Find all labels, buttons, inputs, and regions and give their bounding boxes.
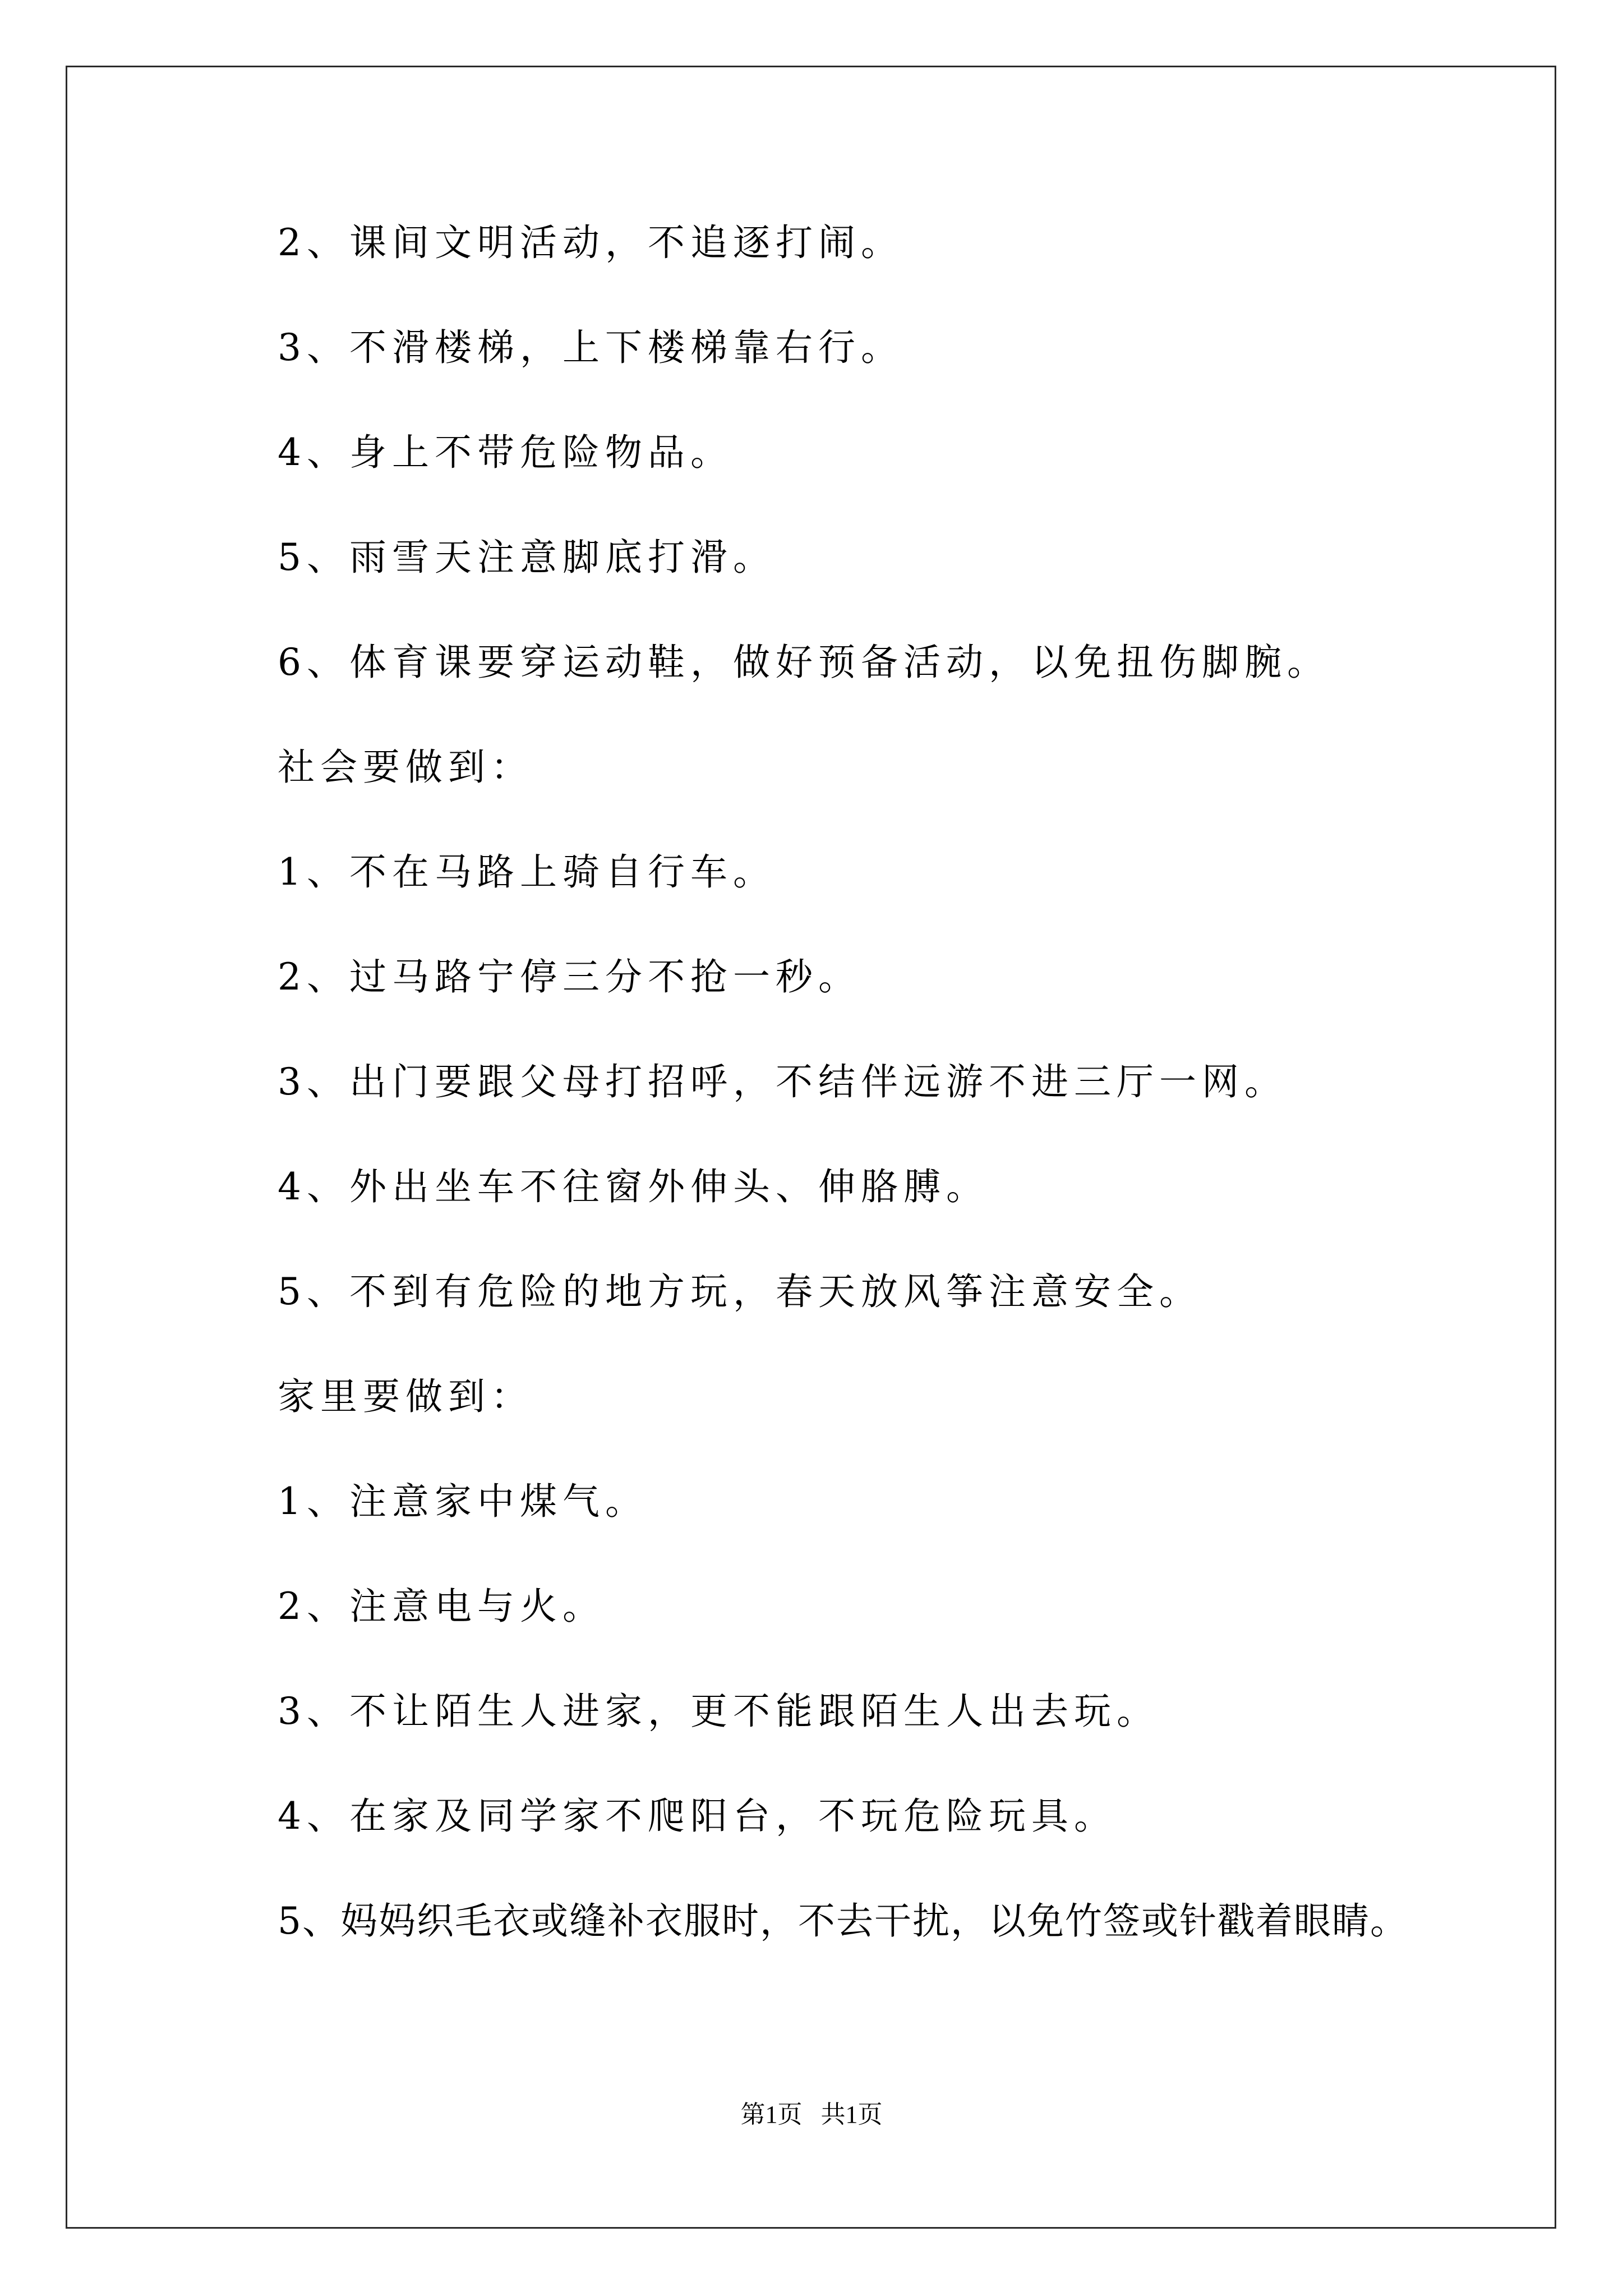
- text-line: 3、不让陌生人进家，更不能跟陌生人出去玩。: [278, 1690, 1159, 1733]
- text-line: 3、出门要跟父母打招呼，不结伴远游不进三厅一网。: [278, 1060, 1287, 1103]
- text-line: 1、不在马路上骑自行车。: [278, 850, 776, 894]
- page-number: 第1页 共1页: [740, 2101, 883, 2128]
- text-line: 1、注意家中煤气。: [278, 1480, 648, 1523]
- text-line: 5、不到有危险的地方玩，春天放风筝注意安全。: [278, 1270, 1202, 1313]
- text-line: 2、注意电与火。: [278, 1585, 605, 1628]
- text-line: 2、课间文明活动，不追逐打闹。: [278, 221, 903, 264]
- text-line: 5、妈妈织毛衣或缝补衣服时，不去干扰，以免竹签或针戳着眼睛。: [278, 1899, 1408, 1943]
- text-line: 2、过马路宁停三分不抢一秒。: [278, 955, 861, 999]
- text-line: 4、在家及同学家不爬阳台，不玩危险玩具。: [278, 1795, 1117, 1838]
- text-line: 5、雨雪天注意脚底打滑。: [278, 536, 776, 579]
- text-line: 4、身上不带危险物品。: [278, 431, 733, 474]
- text-line: 4、外出坐车不往窗外伸头、伸胳膊。: [278, 1165, 989, 1208]
- text-line: 6、体育课要穿运动鞋，做好预备活动，以免扭伤脚腕。: [278, 641, 1330, 684]
- text-line: 3、不滑楼梯，上下楼梯靠右行。: [278, 326, 903, 369]
- section-heading: 家里要做到：: [278, 1375, 533, 1418]
- document-body: [278, 215, 1483, 1998]
- section-heading: 社会要做到：: [278, 746, 533, 789]
